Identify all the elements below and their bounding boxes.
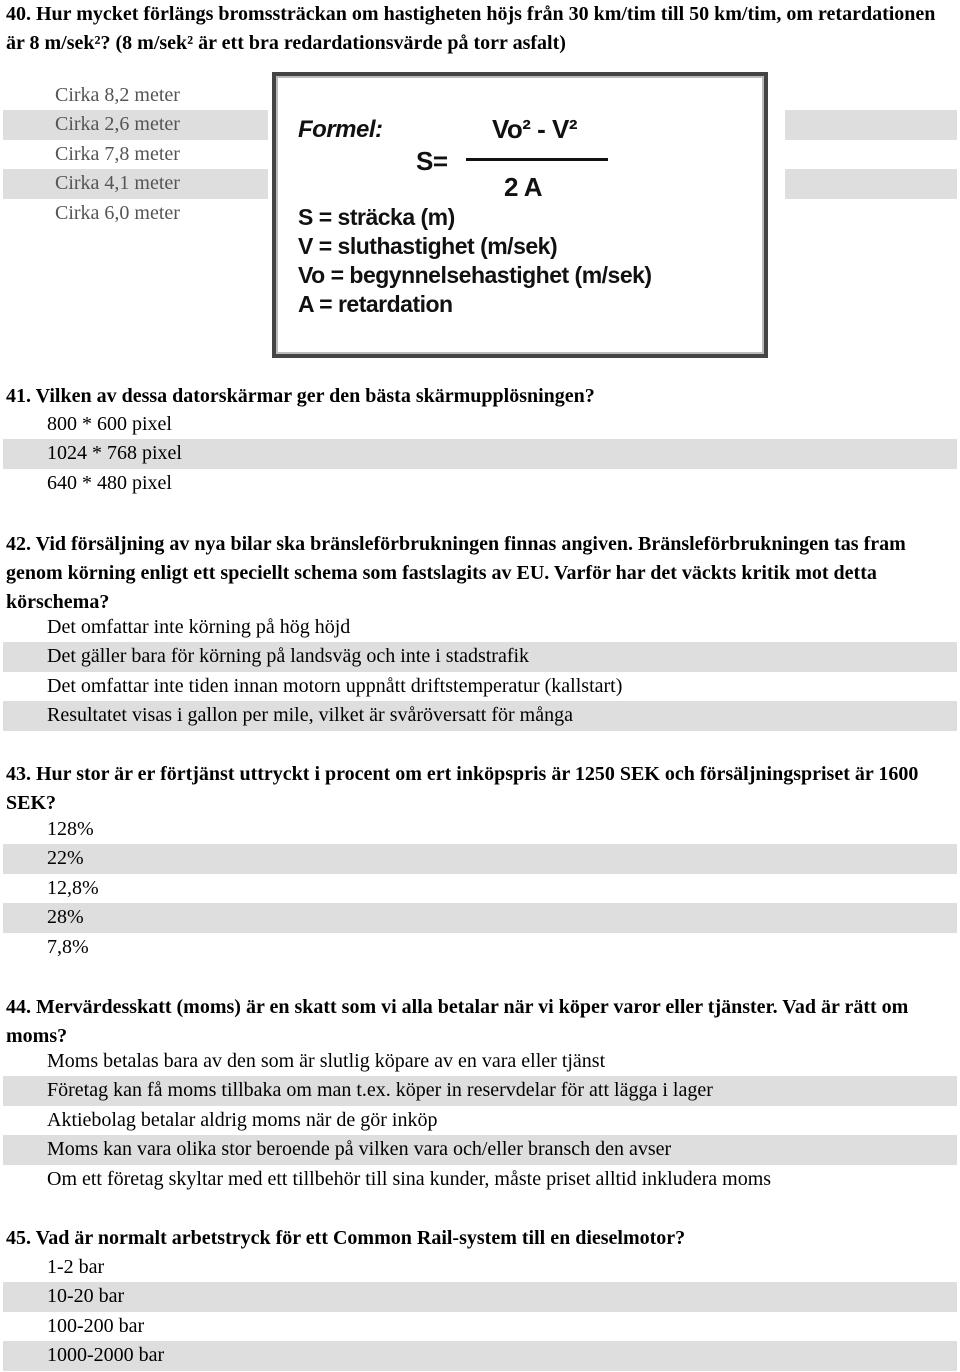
answer-option[interactable]: 12,8% [47, 876, 99, 899]
answer-option[interactable]: Företag kan få moms tillbaka om man t.ex. köper in reservdelar för att lägga i lager [3, 1076, 957, 1105]
answer-option[interactable]: 100-200 bar [47, 1314, 145, 1337]
answer-option[interactable]: 10-20 bar [3, 1282, 957, 1311]
answer-option[interactable]: Cirka 2,6 meter [3, 110, 957, 139]
answer-option[interactable]: Cirka 4,1 meter [3, 169, 957, 198]
formula-denominator: 2 A [504, 172, 542, 202]
answer-option[interactable]: Om ett företag skyltar med ett tillbehör till sina kunder, måste priset alltid inkludera moms [47, 1167, 772, 1190]
answer-option[interactable]: 128% [47, 818, 94, 840]
question-44-options [3, 1047, 957, 1194]
formula-def-a: A = retardation [298, 291, 453, 317]
answer-option[interactable]: Aktiebolag betalar aldrig moms när de gör inköp [47, 1108, 438, 1131]
answer-option[interactable]: Det omfattar inte körning på hög höjd [47, 616, 351, 638]
question-41-title: 41. Vilken av dessa datorskärmar ger den bästa skärmupplösningen? [6, 385, 595, 407]
answer-option[interactable]: 22% [3, 844, 957, 873]
formula-def-vo: Vo = begynnelsehastighet (m/sek) [298, 262, 652, 288]
formula-label: Formel: [298, 116, 383, 143]
formula-def-v: V = sluthastighet (m/sek) [298, 233, 558, 259]
formula-image [272, 72, 768, 358]
fraction-bar [466, 158, 608, 161]
answer-option[interactable]: Det omfattar inte tiden innan motorn uppnått driftstemperatur (kallstart) [47, 674, 623, 697]
formula-numerator: Vo² - V² [492, 114, 578, 144]
answer-option[interactable]: Det gäller bara för körning på landsväg och inte i stadstrafik [3, 642, 957, 671]
answer-option[interactable]: Moms kan vara olika stor beroende på vilken vara och/eller bransch den avser [3, 1135, 957, 1164]
question-41-options [3, 410, 957, 498]
answer-option[interactable]: 1024 * 768 pixel [3, 439, 957, 468]
question-40-title: 40. Hur mycket förlängs bromssträckan om hastigheten höjs från 30 km/tim till 50 km/tim, om retardationen är 8 m/sek²? (8 m/sek² är ett bra redardationsvärde på torr asfalt) [6, 3, 936, 54]
answer-option[interactable]: 28% [3, 903, 957, 932]
answer-option[interactable]: 7,8% [47, 935, 89, 958]
answer-option[interactable]: Moms betalas bara av den som är slutlig köpare av en vara eller tjänst [47, 1050, 606, 1072]
answer-option[interactable]: Cirka 8,2 meter [55, 84, 180, 106]
question-42-title: 42. Vid försäljning av nya bilar ska bränsleförbrukningen finnas angiven. Bränsleförbrukningen tas fram genom körning enligt ett speciellt schema som fastslagits av EU. Varför har det väckts kritik mot detta körschema? [6, 533, 906, 613]
answer-option[interactable]: Resultatet visas i gallon per mile, vilket är svåröversatt för många [3, 701, 957, 730]
answer-option[interactable]: 800 * 600 pixel [47, 413, 172, 435]
formula-lhs: S= [416, 146, 448, 176]
question-42-options [3, 613, 957, 731]
question-43-options [3, 815, 957, 962]
answer-option[interactable]: 1-2 bar [47, 1256, 105, 1278]
answer-option[interactable]: 1000-2000 bar [3, 1341, 957, 1370]
formula-def-s: S = sträcka (m) [298, 204, 455, 230]
answer-option[interactable]: Cirka 6,0 meter [55, 201, 180, 224]
question-44-title: 44. Mervärdesskatt (moms) är en skatt som vi alla betalar när vi köper varor eller tjänster. Vad är rätt om moms? [6, 996, 909, 1047]
answer-option[interactable]: Cirka 7,8 meter [55, 142, 180, 165]
question-45-title: 45. Vad är normalt arbetstryck för ett Common Rail-system till en dieselmotor? [6, 1227, 686, 1249]
question-45-options [3, 1253, 957, 1371]
answer-option[interactable]: 640 * 480 pixel [47, 471, 172, 494]
question-43-title: 43. Hur stor är er förtjänst uttryckt i procent om ert inköpspris är 1250 SEK och försäljningspriset är 1600 SEK? [6, 763, 919, 814]
